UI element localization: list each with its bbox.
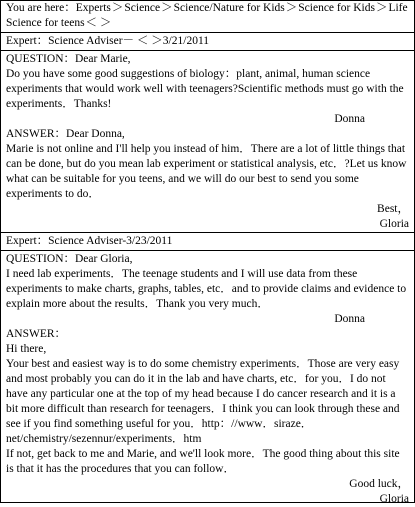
post-2-answer-text-2: If not, get back to me and Marie, and we'll look more．The good thing about this site is that it has the procedures that you can follow． [6, 448, 400, 475]
post-2-answer-closing: Good luck， [349, 478, 409, 490]
post-1-answer-closing: Best， [377, 203, 409, 215]
breadcrumb-item-science[interactable]: Science [124, 2, 161, 14]
breadcrumb-separator: ＞ [375, 2, 388, 14]
post-2-question-text: I need lab experiments．The teenage students and I will use data from these experiments to make charts, graphs, tables, etc．and to provide claims and evidence to explain more about the results．Thank you very much． [6, 268, 407, 310]
post-2-answer-label: ANSWER： [6, 328, 67, 340]
breadcrumb-separator: ＞ [285, 2, 298, 14]
post-1-question-signature: Donna [334, 113, 365, 125]
post-2-question-label: QUESTION：Dear Gloria, [6, 253, 133, 265]
breadcrumb-prefix: You are here： [6, 2, 76, 14]
post-2-body [1, 251, 414, 507]
breadcrumb-item-science-nature-for-kids[interactable]: Science/Nature for Kids [173, 2, 285, 14]
post-2-answer-text: Your best and easiest way is to do some chemistry experiments．Those are very easy and most probably you can do it in the lab and have charts, etc．for you．I do not have any particular one at the top of my head because I do cancer research and it is a bit more difficult than research for teenagers．I think you can look through these and see if you find something useful for you．http：//www．siraze．net/chemistry/sezennur/experiments．htm [6, 358, 400, 445]
breadcrumb-tail: ＜ ＞ [85, 17, 112, 29]
post-1-question-label: QUESTION：Dear Marie, [6, 53, 131, 65]
post-2-question-signature: Donna [334, 313, 365, 325]
breadcrumb-item-life-science-for-teens[interactable]: Life Science for teens [6, 2, 408, 29]
breadcrumb-separator: ＞ [111, 2, 124, 14]
post-1-header: Expert：Science Adviser－ ＜ ＞3/21/2011 [1, 33, 414, 51]
breadcrumb [1, 1, 414, 33]
breadcrumb-separator: ＞ [161, 2, 173, 14]
post-1-question-text: Do you have some good suggestions of biology：plant, animal, human science experiments that would work well with teenagers?Scientific methods must go with the experiments．Thanks! [6, 68, 404, 110]
breadcrumb-item-experts[interactable]: Experts [75, 2, 111, 14]
post-1-answer-text: Marie is not online and I'll help you instead of him．There are a lot of little things that can be done, but do you mean lab experiment or statistical analysis, etc．?Let us know what can be suitable for you teens, and we will do our best to send you some experiments to do． [6, 143, 407, 200]
breadcrumb-item-science-for-kids[interactable]: Science for Kids [298, 2, 375, 14]
post-2-answer-signature: Gloria [379, 493, 409, 505]
post-1-answer-signature: Gloria [379, 218, 409, 230]
post-2-answer-greeting: Hi there, [6, 343, 47, 355]
post-1-answer-label: ANSWER：Dear Donna, [6, 128, 125, 140]
post-1-body [1, 51, 414, 233]
post-2-header: Expert：Science Adviser-3/23/2011 [1, 233, 414, 251]
